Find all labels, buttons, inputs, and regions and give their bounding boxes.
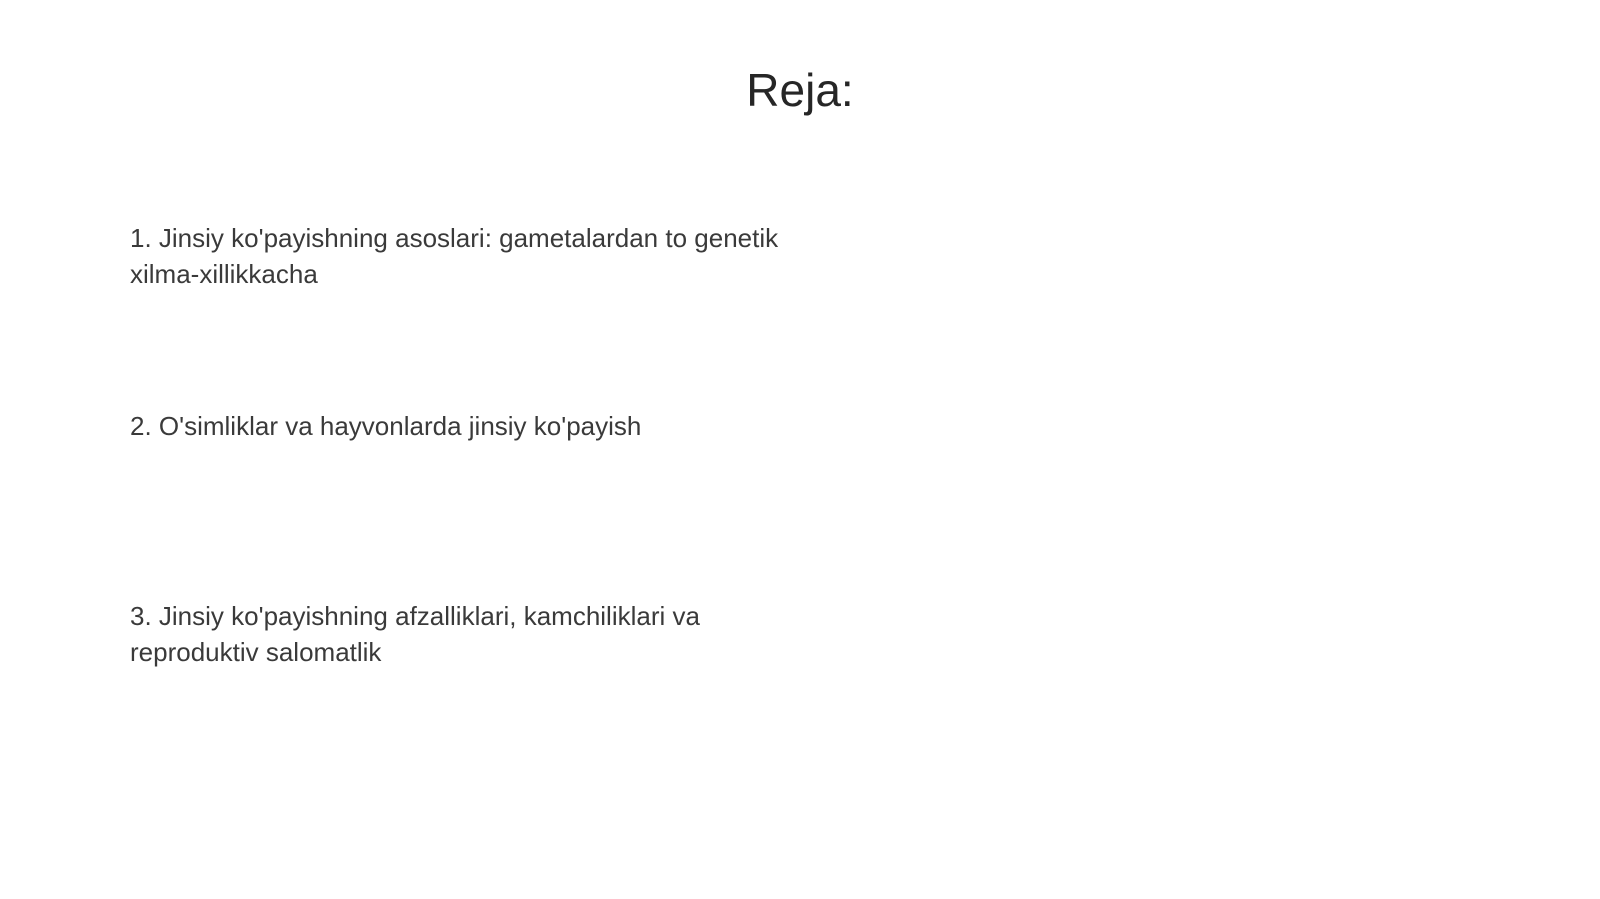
plan-item-1: 1. Jinsiy ko'payishning asoslari: gametalardan to genetik xilma-xillikkacha: [130, 223, 779, 289]
plan-item-3: 3. Jinsiy ko'payishning afzalliklari, kamchiliklari va reproduktiv salomatlik: [130, 601, 700, 667]
slide-title: Reja:: [746, 64, 854, 116]
plan-item-2: 2. O'simliklar va hayvonlarda jinsiy ko'payish: [130, 411, 642, 441]
